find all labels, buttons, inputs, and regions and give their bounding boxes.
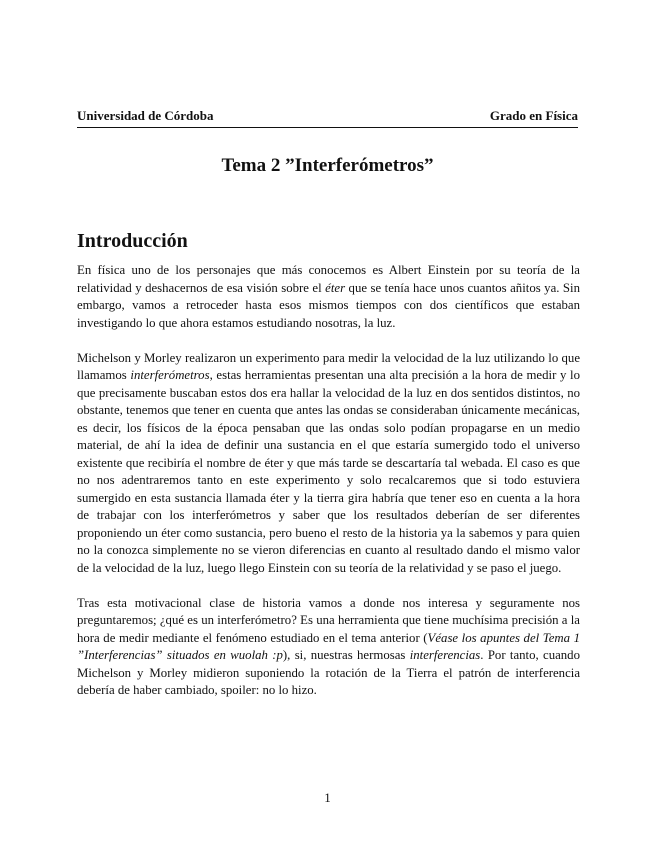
paragraph-2-emphasis: interferómetros — [130, 368, 210, 382]
paragraph-1 — [77, 262, 580, 332]
paragraph-2 — [77, 350, 580, 578]
paragraph-2-text-a: Michelson y Morley realizaron un experimento para medir la velocidad de la luz utilizando lo que llamamos — [77, 350, 580, 382]
paragraph-3 — [77, 595, 580, 700]
paragraph-3-emphasis-1: Véase los apuntes del Tema 1 ”Interferencias” situados en wuolah :p — [77, 630, 580, 662]
paragraph-1-text-a: En física uno de los personajes que más conocemos es Albert Einstein por su teoría de la relatividad y deshacernos de esa visión sobre el — [77, 263, 580, 295]
page-number: 1 — [324, 790, 331, 805]
paragraph-3-text-a: Tras esta motivacional clase de historia vamos a donde nos interesa y seguramente nos preguntaremos; ¿qué es un interferómetro? Es una herramienta que tiene muchísima precisión a la hora de medir mediante el fenómeno estudiado en el tema anterior ( — [77, 595, 580, 645]
section-heading: Introducción — [77, 230, 188, 252]
section-body — [77, 262, 580, 717]
page-header — [77, 108, 578, 128]
paragraph-3-text-c: . Por tanto, cuando Michelson y Morley midieron suponiendo la rotación de la Tierra el patrón de interferencia debería de haber cambiado, spoiler: no lo hizo. — [77, 648, 580, 697]
paragraph-2-text-b: , estas herramientas presentan una alta precisión a la hora de medir y lo que precisamente buscaban estos dos era hallar la velocidad de la luz en dos sentidos distintos, no obstante, tenemos que tener en cuenta que antes las ondas se consideraban únicamente mecánicas, es decir, los físicos de la época pensaban que las ondas solo podían propagarse en un medio material, de ahí la idea de definir una sustancia en el que estaría sumergido todo el universo existente que recibiría el nombre de éter y que más tarde se descartaría tal webada. El caso es que no nos adentraremos tanto en este experimento y solo recalcaremos que si todo estuviera sumergido en esta sustancia llamada éter y la tierra gira habría que tener eso en cuenta a la hora de trabajar con los interferómetros y saber que los resultados deberían de ser diferentes proponiendo un éter como sustancia, pero bueno el resto de la historia ya la sabemos y para quien no la conozca simplemente no se vieron diferencias en cuanto al resultado dando el mismo valor de la velocidad de la luz, luego llego Einstein con su teoría de la relatividad y se paso el juego. — [77, 368, 580, 575]
paragraph-3-text-b: ), si, nuestras hermosas — [282, 648, 410, 662]
paragraph-3-emphasis-2: interferencias — [409, 648, 481, 662]
paragraph-1-text-b: que se tenía hace unos cuantos añitos ya. Sin embargo, vamos a retroceder hasta esos mismos tiempos con dos científicos que estaban investigando lo que ahora estamos estudiando nosotras, la luz. — [77, 280, 581, 330]
header-degree: Grado en Física — [489, 108, 578, 123]
document-title: Tema 2 ”Interferómetros” — [221, 155, 434, 176]
header-university: Universidad de Córdoba — [77, 108, 214, 123]
paragraph-1-emphasis: éter — [325, 280, 346, 295]
